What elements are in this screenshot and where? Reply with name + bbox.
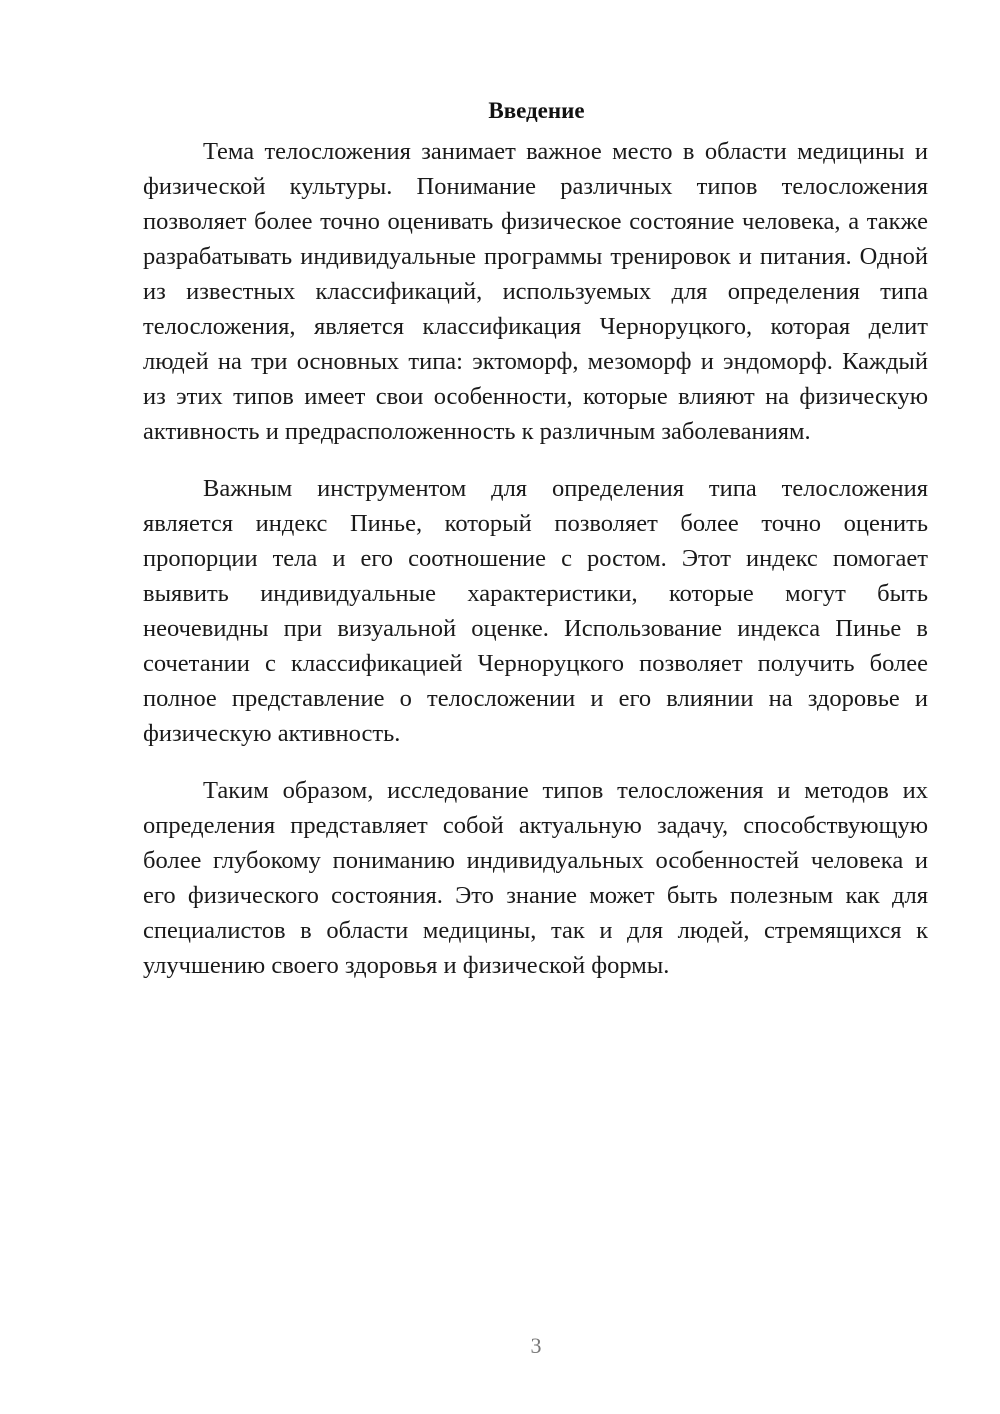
section-heading: Введение [488,98,585,123]
page-number: 3 [530,1333,542,1358]
paragraph-2: Важным инструментом для определения типа телосложения является индекс Пинье, который позволяет более точно оценить пропорции тела и его соотношение с ростом. Этот индекс помогает выявить индивидуальные характеристики, которые могут быть неочевидны при визуальной оценке. Использование индекса Пинье в сочетании с классификацией Черноруцкого позволяет получить более полное представление о телосложении и его влиянии на здоровье и физическую активность. [143,475,928,747]
paragraph-3: Таким образом, исследование типов телосложения и методов их определения представляет собой актуальную задачу, способствующую более глубокому пониманию индивидуальных особенностей человека и его физического состояния. Это знание может быть полезным как для специалистов в области медицины, так и для людей, стремящихся к улучшению своего здоровья и физической формы. [143,777,928,979]
paragraph-1: Тема телосложения занимает важное место в области медицины и физической культуры. Понимание различных типов телосложения позволяет более точно оценивать физическое состояние человека, а также разрабатывать индивидуальные программы тренировок и питания. Одной из известных классификаций, используемых для определения типа телосложения, является классификация Черноруцкого, которая делит людей на три основных типа: эктоморф, мезоморф и эндоморф. Каждый из этих типов имеет свои особенности, которые влияют на физическую активность и предрасположенность к различным заболеваниям. [143,138,928,445]
page-content [143,92,928,983]
